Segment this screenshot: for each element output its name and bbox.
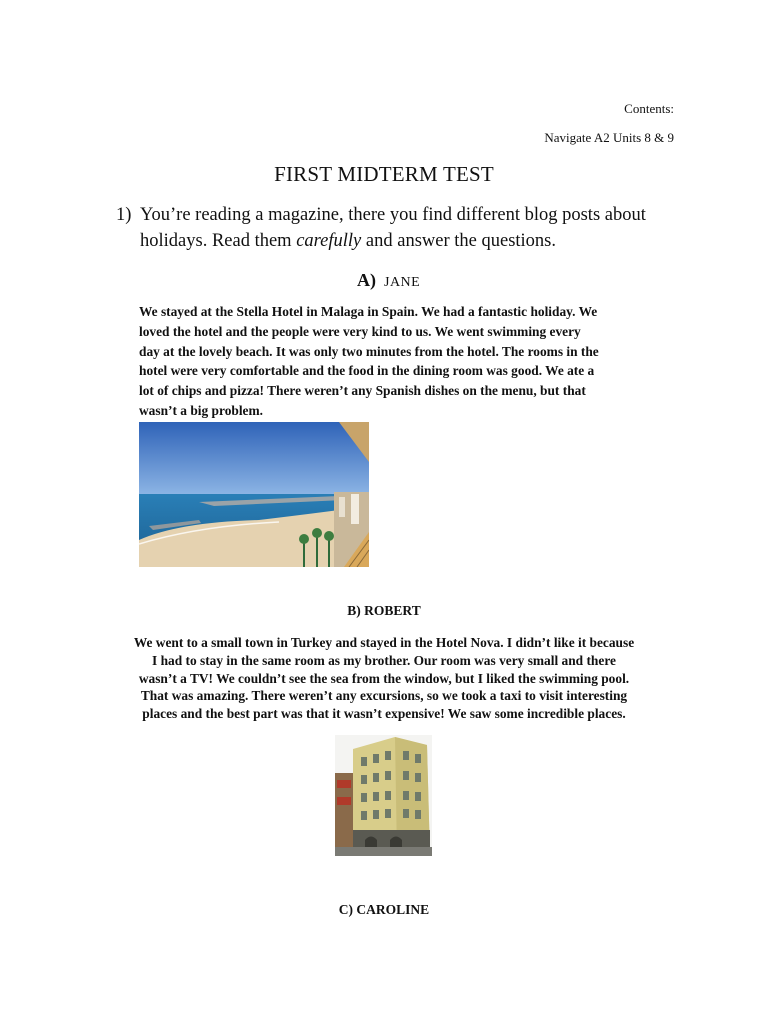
beach-photo-drawing bbox=[139, 422, 369, 567]
section-a-letter: A) bbox=[357, 270, 376, 290]
blog-post-jane bbox=[139, 302, 679, 421]
question-text-start: You’re reading a magazine, there you find different blog posts about holidays. Read them bbox=[140, 205, 646, 251]
post-line: hotel were very comfortable and the food in the dining room was good. We ate a bbox=[139, 363, 595, 379]
post-line: We went to a small town in Turkey and stayed in the Hotel Nova. I didn’t like it because bbox=[133, 635, 635, 650]
post-line: places and the best part was that it wasn’t expensive! We saw some incredible places. bbox=[142, 706, 626, 722]
post-line: We stayed at the Stella Hotel in Malaga in Spain. We had a fantastic holiday. We bbox=[139, 304, 598, 319]
post-line: wasn’t a TV! We couldn’t see the sea from the window, but I liked the swimming pool. bbox=[138, 670, 630, 686]
post-line: wasn’t a big problem. bbox=[139, 402, 264, 418]
post-line: loved the hotel and the people were very kind to us. We went swimming every bbox=[139, 323, 581, 339]
section-c-heading: C) CAROLINE bbox=[338, 902, 430, 917]
post-line: I had to stay in the same room as my brother. Our room was very small and there bbox=[152, 652, 616, 668]
section-a-heading bbox=[357, 270, 420, 291]
post-line: That was amazing. There weren’t any excursions, so we took a taxi to visit interesting bbox=[140, 688, 628, 704]
blog-post-robert bbox=[86, 634, 682, 723]
post-line: day at the lovely beach. It was only two minutes from the hotel. The rooms in the bbox=[139, 343, 599, 359]
beach-photo bbox=[139, 422, 369, 567]
test-title: FIRST MIDTERM TEST bbox=[274, 162, 494, 186]
section-b-heading: B) ROBERT bbox=[347, 603, 421, 618]
question-number: 1) bbox=[116, 205, 132, 225]
question-1 bbox=[116, 202, 676, 254]
hotel-photo bbox=[335, 735, 432, 856]
hotel-photo-drawing bbox=[335, 735, 432, 856]
question-text-end: and answer the questions. bbox=[361, 231, 557, 251]
section-a-name: JANE bbox=[384, 275, 421, 290]
question-text bbox=[140, 202, 676, 254]
contents-value: Navigate A2 Units 8 & 9 bbox=[544, 130, 674, 145]
post-line: lot of chips and pizza! There weren’t any Spanish dishes on the menu, but that bbox=[139, 383, 586, 399]
contents-label: Contents: bbox=[624, 101, 674, 116]
question-emphasis: carefully bbox=[296, 231, 362, 251]
